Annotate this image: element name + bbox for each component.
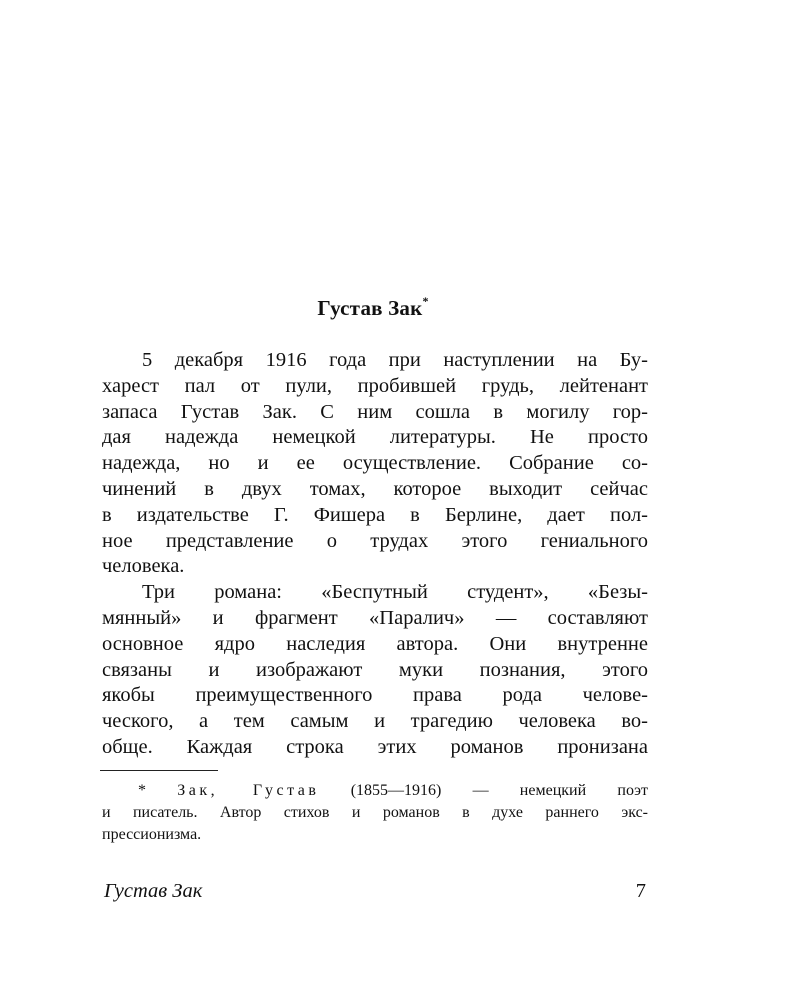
- text-line: ческого, а тем самым и трагедию человека во-: [102, 710, 648, 733]
- text-line: харест пал от пули, пробившей грудь, лейтенант: [102, 374, 648, 397]
- text-line: запаса Густав Зак. С ним сошла в могилу гор-: [102, 400, 648, 423]
- running-head: Густав Зак: [104, 880, 203, 902]
- text-line: Три романа: «Беспутный студент», «Безы-: [142, 581, 648, 604]
- footnote-name: Зак, Густав: [177, 782, 320, 799]
- footnote-line: прессионизма.: [102, 826, 202, 843]
- text-line: основное ядро наследия автора. Они внутренне: [102, 632, 648, 655]
- footnote-dates: (1855—1916) — немецкий поэт: [350, 782, 648, 799]
- footnote-line: [102, 780, 648, 802]
- text-line: обще. Каждая строка этих романов пронизана: [102, 735, 648, 758]
- body-text: [102, 348, 648, 761]
- page-number: 7: [635, 880, 646, 902]
- text-line: ное представление о трудах этого гениального: [102, 529, 648, 552]
- footnote-marker: *: [138, 782, 146, 799]
- text-line: связаны и изображают муки познания, этого: [102, 658, 648, 681]
- text-line: 5 декабря 1916 года при наступлении на Бу-: [142, 349, 648, 371]
- chapter-title-text: Густав Зак: [317, 296, 423, 320]
- text-line: мянный» и фрагмент «Паралич» — составляют: [102, 606, 648, 629]
- text-line: чинений в двух томах, которое выходит сейчас: [102, 477, 648, 500]
- text-line: в издательстве Г. Фишера в Берлине, дает пол-: [102, 503, 648, 526]
- footnote-reference-marker: *: [422, 294, 429, 308]
- text-line: надежда, но и ее осуществление. Собрание со-: [102, 452, 648, 475]
- text-line: человека.: [102, 555, 185, 578]
- footnote: [102, 780, 648, 846]
- footnote-line: и писатель. Автор стихов и романов в духе раннего экс-: [102, 804, 648, 821]
- footnote-divider: [100, 770, 218, 771]
- text-line: якобы преимущественного права рода челове-: [102, 684, 648, 707]
- text-line: дая надежда немецкой литературы. Не просто: [102, 426, 648, 449]
- chapter-title: [100, 296, 646, 321]
